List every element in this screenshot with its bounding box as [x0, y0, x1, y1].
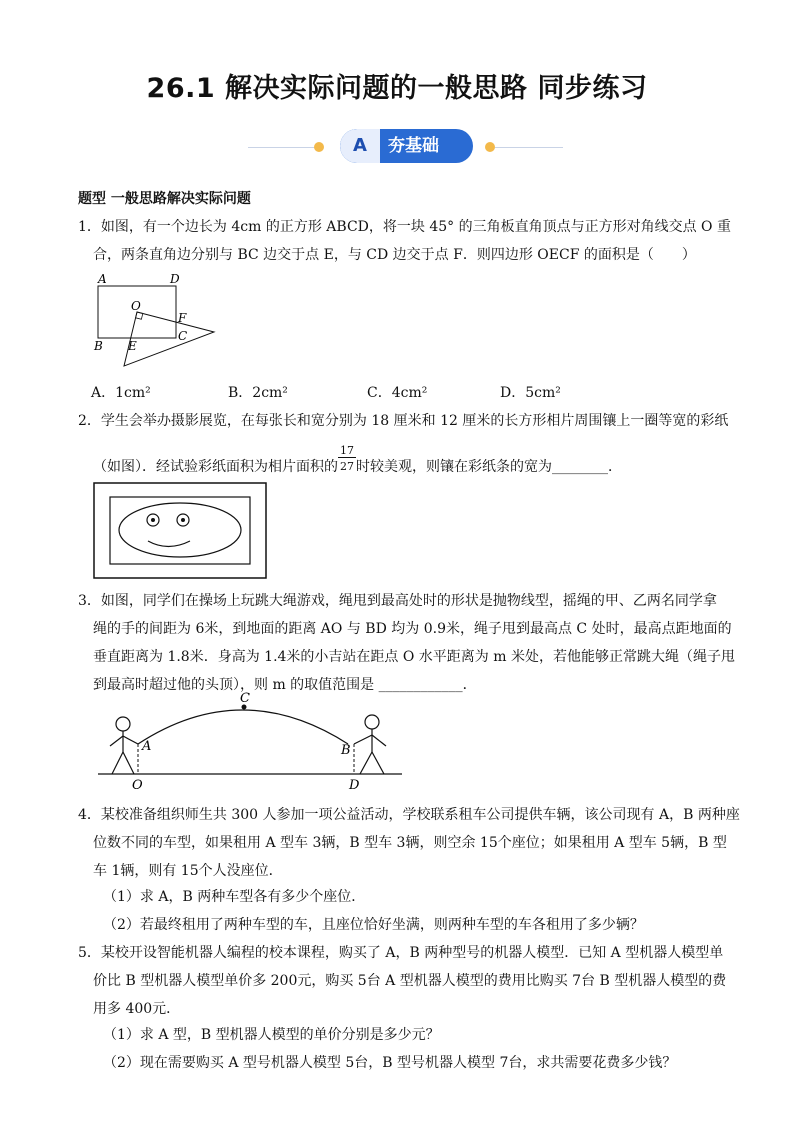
q1-figure — [88, 270, 228, 370]
label-O: O — [131, 299, 141, 313]
person-right-icon — [354, 715, 386, 774]
q1-line2: 合，两条直角边分别与 BC 边交于点 E，与 CD 边交于点 F．则四边形 OECF 的面积是（ ） — [93, 247, 696, 263]
q2-line2-b: 时较美观，则镶在彩纸条的宽为________． — [356, 459, 622, 475]
banner-pill — [340, 129, 473, 163]
q1-choice-c: C．4cm² — [367, 385, 428, 401]
q1-line1: 1．如图，有一个边长为 4cm 的正方形 ABCD，将一块 45° 的三角板直角顶点与正方形对角线交点 O 重 — [78, 219, 731, 235]
mouth-icon — [148, 541, 190, 547]
q3-line2: 绳的手的间距为 6米，到地面的距离 AO 与 BD 均为 0.9米，绳子甩到最高点 C 处时，最高点距地面的 — [93, 621, 732, 637]
q3-line4: 到最高时超过他的头顶），则 m 的取值范围是 ____________． — [93, 677, 477, 693]
q2-line2-a: （如图）．经试验彩纸面积为相片面积的 — [93, 459, 338, 475]
q2-line2 — [93, 444, 622, 477]
label-D: D — [349, 778, 360, 793]
q5-sub2: （2）现在需要购买 A 型号机器人模型 5台，B 型号机器人模型 7台，求共需要花费多少钱？ — [103, 1055, 677, 1071]
page-title: 26.1 解决实际问题的一般思路 同步练习 — [146, 73, 648, 104]
person-left-icon — [110, 717, 138, 774]
q5-line3: 用多 400元． — [93, 1001, 181, 1017]
triangle-plate — [124, 312, 214, 366]
q2-fraction — [338, 444, 356, 477]
right-angle-mark — [136, 312, 143, 319]
q4-line3: 车 1辆，则有 15个人没座位． — [93, 863, 283, 879]
q3-line3: 垂直距离为 1.8米．身高为 1.4米的小吉站在距点 O 水平距离为 m 米处，若他能够正常跳大绳（绳子甩 — [93, 649, 735, 665]
label-B: B — [341, 743, 351, 758]
q5-line1: 5．某校开设智能机器人编程的校本课程，购买了 A，B 两种型号的机器人模型．已知 A 型机器人模型单 — [78, 945, 724, 961]
banner-dot-right — [485, 142, 495, 152]
q1-choice-d: D．5cm² — [500, 385, 561, 401]
banner-line-left — [248, 147, 316, 148]
label-O: O — [132, 778, 143, 793]
banner-line-right — [495, 147, 563, 148]
q2-line1: 2．学生会举办摄影展览，在每张长和宽分别为 18 厘米和 12 厘米的长方形相片周围镶上一圈等宽的彩纸 — [78, 413, 729, 429]
q1-choice-a: A．1cm² — [91, 385, 151, 401]
q4-line2: 位数不同的车型，如果租用 A 型车 3辆，B 型车 3辆，则空余 15个座位；如果租用 A 型车 5辆，B 型 — [93, 835, 727, 851]
label-A: A — [142, 739, 152, 754]
frac-numerator: 17 — [340, 444, 354, 457]
label-C: C — [240, 691, 250, 706]
face-outline — [119, 503, 241, 557]
section-heading: 题型 一般思路解决实际问题 — [78, 191, 251, 207]
banner-letter: A — [340, 129, 380, 163]
q5-sub1: （1）求 A 型，B 型机器人模型的单价分别是多少元？ — [103, 1027, 440, 1043]
q4-sub1: （1）求 A，B 两种车型各有多少个座位． — [103, 889, 366, 905]
label-D: D — [170, 272, 180, 286]
photo-frame — [110, 497, 250, 564]
label-E: E — [128, 339, 137, 353]
right-pupil — [181, 518, 185, 522]
q3-figure — [92, 690, 412, 796]
left-pupil — [151, 518, 155, 522]
q5-line2: 价比 B 型机器人模型单价多 200元，购买 5台 A 型机器人模型的费用比购买 7台 B 型机器人模型的费 — [93, 973, 727, 989]
q3-line1: 3．如图，同学们在操场上玩跳大绳游戏，绳甩到最高处时的形状是抛物线型，摇绳的甲、乙两名同学拿 — [78, 593, 717, 609]
banner-dot-left — [314, 142, 324, 152]
banner-label: 夯基础 — [388, 136, 439, 156]
section-banner — [0, 128, 794, 168]
label-A: A — [98, 272, 107, 286]
rope-arc — [138, 710, 348, 744]
q4-line1: 4．某校准备组织师生共 300 人参加一项公益活动，学校联系租车公司提供车辆，该公司现有 A，B 两种座 — [78, 807, 740, 823]
label-C: C — [178, 329, 188, 343]
label-B: B — [94, 339, 103, 353]
label-F: F — [178, 311, 187, 325]
q1-choice-b: B．2cm² — [228, 385, 288, 401]
q4-sub2: （2）若最终租用了两种车型的车，且座位恰好坐满，则两种车型的车各租用了多少辆？ — [103, 917, 644, 933]
frac-denominator: 27 — [340, 460, 354, 473]
q2-figure — [92, 482, 268, 580]
